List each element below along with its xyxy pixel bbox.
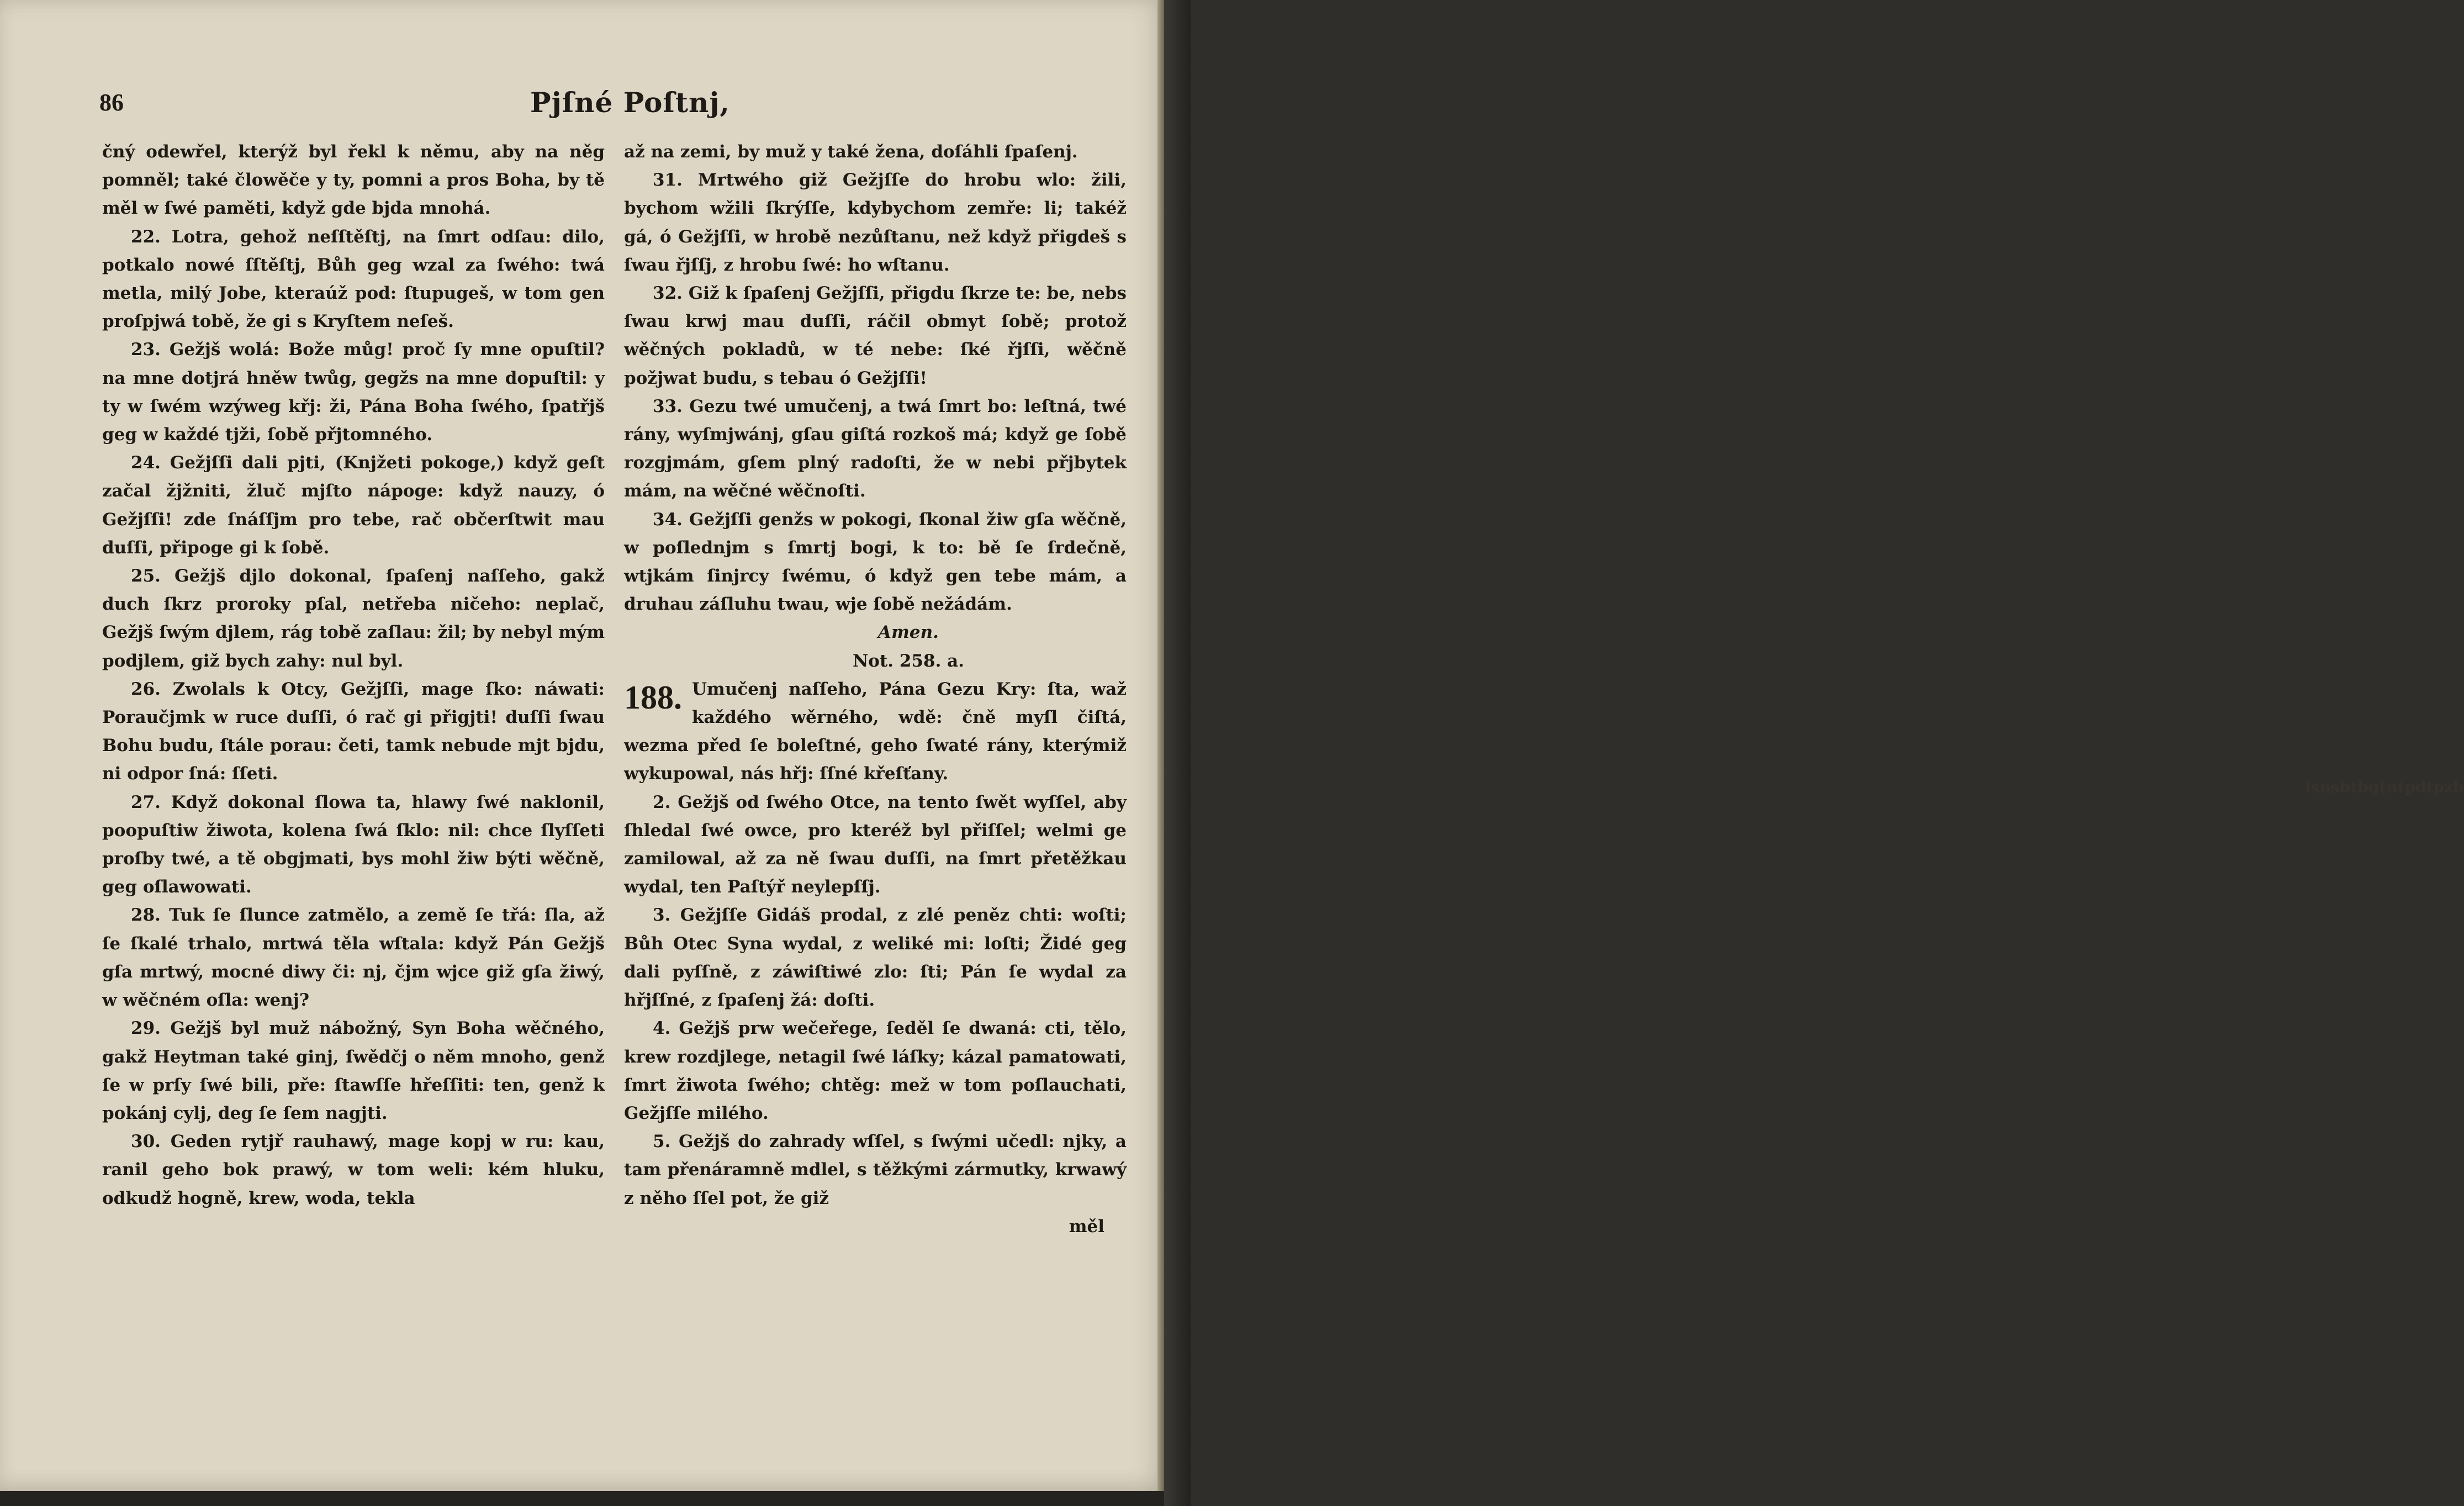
running-title: Pjſné Poſtnj, bbox=[530, 86, 730, 119]
verse-23: 23. Gežjš wolá: Bože můg! proč ſy mne opuſtil? na mne dotjrá hněw twůg, gegžs na mne dopuſtil: y ty w ſwém wzýweg křj: ži, Pána Boha ſwého, ſpatřjš geg w každé tjži, ſobě přjtomného. bbox=[102, 340, 605, 445]
hymn-188-first-verse bbox=[624, 675, 1127, 789]
verse-31: 31. Mrtwého giž Gežjſſe do hrobu wlo: žili, bychom wžili ſkrýſſe, kdybychom zemře: li; takéž gá, ó Gežjſſi, w hrobě nezůſtanu, než když přigdeš s ſwau řjſſj, z hrobu ſwé: ho wſtanu. bbox=[624, 170, 1127, 275]
page-binding-shadow bbox=[1157, 0, 1164, 1491]
amen-line bbox=[624, 619, 1127, 647]
verse-27: 27. Když dokonal ſlowa ta, hlawy ſwé naklonil, poopuſtiw žiwota, kolena ſwá ſklo: nil: chce ſlyſſeti proſby twé, a tě obgjmati, bys mohl žiw býti wěčně, geg oſlawowati. bbox=[102, 792, 605, 897]
next-page-edge bbox=[1164, 0, 2464, 1506]
hymn-verse-4: 4. Gežjš prw wečeřege, ſeděl ſe dwaná: cti, tělo, krew rozdjlege, netagil ſwé láſky; kázal pamatowati, ſmrt žiwota ſwého; chtěg: mež w tom poſlauchati, Gežjſſe milého. bbox=[624, 1018, 1127, 1123]
page-header bbox=[99, 88, 1127, 133]
verse-26: 26. Zwolals k Otcy, Gežjſſi, mage ſko: náwati: Poraučjmk w ruce duſſi, ó rač gi přigjti! duſſi ſwau Bohu budu, ſtále porau: četi, tamk nebude mjt bjdu, ni odpor ſná: ſſeti. bbox=[102, 679, 605, 784]
hymn-verse-2: 2. Gežjš od ſwého Otce, na tento ſwět wyſſel, aby ſhledal ſwé owce, pro kteréž byl přiſſel; welmi ge zamilowal, až za ně ſwau duſſi, na ſmrt přetěžkau wydal, ten Paſtýř neylepſſj. bbox=[624, 792, 1127, 897]
verse-22: 22. Lotra, gehož neſſtěſtj, na ſmrt odſau: dilo, potkalo nowé ſſtěſtj, Bůh geg wzal za ſwého: twá metla, milý Jobe, kteraúž pod: ſtupugeš, w tom gen proſpjwá tobě, že gi s Kryſtem neſeš. bbox=[102, 226, 605, 332]
left-column bbox=[102, 138, 605, 1213]
right-column bbox=[624, 138, 1127, 1241]
hymn-verse-5: 5. Gežjš do zahrady wſſel, s ſwými učedl: njky, a tam přenáramně mdlel, s těžkými zármutky, krwawý z něho ſſel pot, že giž bbox=[624, 1132, 1127, 1208]
verse-34: 34. Gežjſſi genžs w pokogi, ſkonal žiw gſa wěčně, w poſlednjm s ſmrtj bogi, k to: bě ſe ſrdečně, wtjkám ſinjrcy ſwému, ó když gen tebe mám, a druhau záſluhu twau, wje ſobě nežádám. bbox=[624, 509, 1127, 615]
catchword: měl bbox=[1069, 1216, 1104, 1236]
verse-29: 29. Gežjš byl muž nábožný, Syn Boha wěčného, gakž Heytman také ginj, ſwědčj o něm mnoho, genž ſe w prſy ſwé bili, pře: ſtawſſe hřeſſiti: ten, genž k pokánj cylj, deg ſe ſem nagjti. bbox=[102, 1018, 605, 1123]
bottom-edge bbox=[0, 1491, 1164, 1506]
verse-32: 32. Giž k ſpaſenj Gežjſſi, přigdu ſkrze te: be, nebs ſwau krwj mau duſſi, ráčil obmyt ſobě; protož wěčných pokladů, w té nebe: ſké řjſſi, wěčně požjwat budu, s tebau ó Gežjſſi! bbox=[624, 283, 1127, 388]
verse-28: 28. Tuk ſe ſlunce zatmělo, a země ſe třá: ſla, až ſe ſkalé trhalo, mrtwá těla wſtala: když Pán Gežjš gſa mrtwý, mocné diwy či: nj, čjm wjce giž gſa žiwý, w wěčném oſla: wenj? bbox=[102, 905, 605, 1011]
left-intro: čný odewřel, kterýž byl řekl k němu, aby na něg pomněl; také člowěče y ty, pomni a pros Boha, by tě měl w ſwé paměti, když gde bjda mnohá. bbox=[102, 142, 605, 219]
amen-text: Amen. bbox=[878, 622, 939, 643]
verse-30: 30. Geden rytjř rauhawý, mage kopj w ru: kau, ranil geho bok prawý, w tom weli: kém hluku, odkudž hogně, krew, woda, tekla bbox=[102, 1132, 605, 1208]
hymn-number: 188. bbox=[624, 679, 682, 716]
page-number: 86 bbox=[99, 89, 124, 116]
right-intro: až na zemi, by muž y také žena, doſáhli ſpaſenj. bbox=[624, 142, 1078, 162]
verse-25: 25. Gežjš djlo dokonal, ſpaſenj naſſeho, gakž duch ſkrz proroky pſal, netřeba ničeho: neplač, Gežjš ſwým djlem, rág tobě zaſlau: žil; by nebyl mým podjlem, giž bych zahy: nul byl. bbox=[102, 566, 605, 671]
verse-33: 33. Gezu twé umučenj, a twá ſmrt bo: leſtná, twé rány, wyſmjwánj, gſau giſtá rozkoš má; když ge ſobě rozgjmám, gſem plný radoſti, že w nebi přjbytek mám, na wěčné wěčnoſti. bbox=[624, 396, 1127, 501]
verse-24: 24. Gežjſſi dali pjti, (Knjžeti pokoge,) když geſt začal žjžniti, žluč mjſto nápoge: když nauzy, ó Gežjſſi! zde ſnáſſjm pro tebe, rač občerſtwit mau duſſi, připoge gi k ſobě. bbox=[102, 453, 605, 558]
hymn-melody-reference: Not. 258. a. bbox=[852, 651, 965, 671]
next-page-strip-text: lsnsbtbgtntpdtpzb bbox=[2305, 778, 2464, 796]
hymn-first-verse-text: Umučenj naſſeho, Pána Gezu Kry: ſta, waž každého wěrného, wdě: čně myſl čiſtá, wezma před ſe boleſtné, geho ſwaté rány, kterýmiž wykupowal, nás hřj: ſſné křeſťany. bbox=[624, 679, 1127, 784]
hymn-verse-3: 3. Gežjſſe Gidáš prodal, z zlé peněz chti: woſti; Bůh Otec Syna wydal, z weliké mi: loſti; Židé geg dali pyſſně, z záwiſtiwé zlo: ſti; Pán ſe wydal za hřjſſné, z ſpaſenj žá: doſti. bbox=[624, 905, 1127, 1011]
